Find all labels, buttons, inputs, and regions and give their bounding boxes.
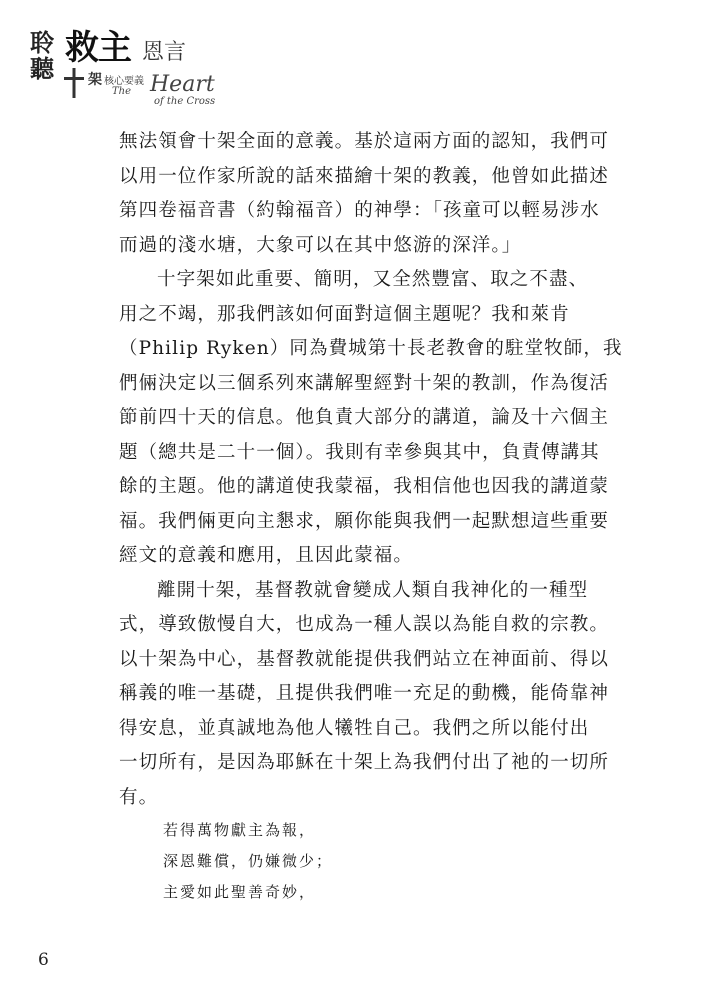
text-line: 經文的意義和應用，且因此蒙福。: [119, 545, 414, 566]
text-line: 式，導致傲慢自大，也成為一種人誤以為能自救的宗教。: [119, 614, 610, 635]
logo-script-the: The: [112, 86, 132, 97]
page-number: 6: [38, 950, 49, 970]
text-line: 無法領會十架全面的意義。基於這兩方面的認知，我們可: [119, 131, 610, 152]
logo-big-title: 救主: [65, 28, 131, 68]
text-line: 有。: [119, 786, 159, 808]
text-line: 離開十架，基督教就會變成人類自我神化的一種型: [157, 579, 589, 601]
cross-icon: [62, 68, 86, 98]
text-line: 節前四十天的信息。他負責大部分的講道，論及十六個主: [119, 407, 610, 428]
text-line: （Philip Ryken）同為費城第十長老教會的駐堂牧師，我: [119, 338, 623, 359]
logo-sub-cross: 架: [88, 72, 102, 88]
text-line: 以十架為中心，基督教就能提供我們站立在神面前、得以: [119, 648, 610, 670]
logo-script-cross: of the Cross: [154, 96, 216, 107]
text-line: 題（總共是二十一個）。我則有幸參與其中，負責傳講其: [119, 441, 600, 463]
logo-left-bottom: 聽: [30, 54, 54, 83]
logo-small-title: 恩言: [142, 40, 187, 65]
hymn-line: 主愛如此聖善奇妙，: [163, 883, 317, 901]
text-line: 而過的淺水塘，大象可以在其中悠游的深洋。」: [119, 234, 522, 256]
text-line: 用之不竭，那我們該如何面對這個主題呢？我和萊肯: [119, 303, 570, 325]
text-line: 第四卷福音書（約翰福音）的神學：「孩童可以輕易涉水: [119, 200, 600, 221]
text-line: 十字架如此重要、簡明，又全然豐富、取之不盡、: [157, 269, 589, 290]
hymn-line: 若得萬物獻主為報，: [163, 821, 317, 839]
logo-left-top: 聆: [30, 28, 54, 57]
text-line: 福。我們倆更向主懇求，願你能與我們一起默想這些重要: [119, 510, 610, 532]
text-line: 一切所有，是因為耶穌在十架上為我們付出了祂的一切所: [119, 752, 610, 773]
text-line: 們倆決定以三個系列來講解聖經對十架的教訓，作為復活: [119, 372, 610, 394]
logo-script-heart: Heart: [150, 72, 215, 97]
hymn-line: 深恩難償，仍嫌微少；: [163, 852, 334, 870]
body-text: [119, 125, 623, 815]
book-logo: [30, 28, 220, 108]
text-line: 得安息，並真誠地為他人犧牲自己。我們之所以能付出: [119, 717, 590, 739]
text-line: 餘的主題。他的講道使我蒙福，我相信他也因我的講道蒙: [119, 476, 610, 497]
logo-sub-text: 核心要義: [104, 76, 144, 87]
text-line: 稱義的唯一基礎，且提供我們唯一充足的動機，能倚靠神: [119, 683, 610, 704]
hymn-quote: [163, 815, 563, 908]
logo-left-column: [30, 30, 62, 82]
text-line: 以用一位作家所說的話來描繪十架的教義，他曾如此描述: [119, 165, 610, 187]
